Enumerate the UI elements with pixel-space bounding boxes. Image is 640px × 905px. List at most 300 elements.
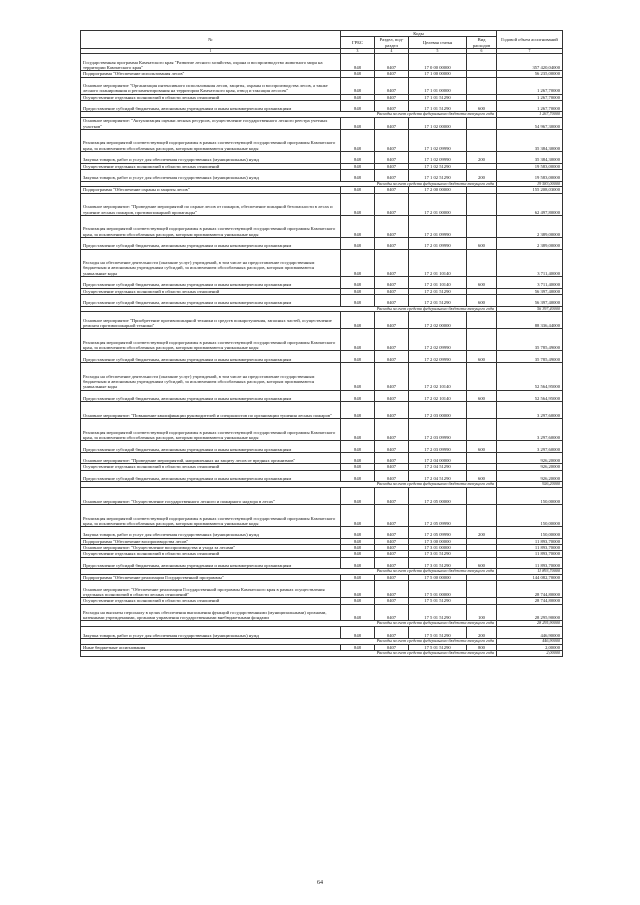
row-section: 0407 [375,187,409,193]
row-grbs: 848 [341,329,375,351]
row-name: Осуществление отдельных полномочий в области лесных отношений [81,163,341,169]
row-target: 17 2 01 51290 [409,288,467,294]
row-grbs: 848 [341,644,375,650]
row-amount: 155 208,03000 [497,187,563,193]
row-exptype: 100 [467,604,497,621]
row-amount: 3 297,60000 [497,402,563,419]
row-name: Основное мероприятие "Организация интенсивного использования лесов, защиты, охраны и воспроизводства лесов, а также лесного планирования и регламентирования на территории Камчатского края, отвод и таксация лесосек" [81,77,341,94]
row-amount: 926,20000 [497,452,563,464]
row-section: 0407 [375,288,409,294]
row-exptype [467,402,497,419]
row-exptype [467,249,497,277]
row-name: Подпрограмма "Обеспечение воспроизводства лесов" [81,538,341,544]
table-row [81,312,563,329]
row-exptype: 800 [467,644,497,650]
row-exptype: 200 [467,627,497,639]
row-amount: 11 893,70000 [497,545,563,551]
row-target: 17 2 01 10140 [409,249,467,277]
row-name: Предоставление субсидий бюджетным, автономным учреждениям и иным некоммерческим организациям [81,100,341,112]
row-target: 17 5 01 00000 [409,581,467,598]
row-name: Предоставление субсидий бюджетным, автономным учреждениям и иным некоммерческим организациям [81,441,341,453]
row-target: 17 2 02 10140 [409,363,467,391]
row-section: 0407 [375,470,409,482]
row-amount: 35 384,30000 [497,152,563,164]
row-target: 17 3 00 00000 [409,538,467,544]
row-amount: 357 420,04000 [497,54,563,71]
header-exptype: Вид расходов [467,37,497,49]
table-row [81,54,563,71]
row-exptype [467,329,497,351]
row-name: Осуществление отдельных полномочий в области лесных отношений [81,464,341,470]
table-row [81,581,563,598]
note-text: Расходы за счет средств федерального бюджета текущего года [81,621,497,627]
row-section: 0407 [375,575,409,581]
row-target: 17 2 03 09990 [409,419,467,441]
row-exptype [467,312,497,329]
table-row [81,118,563,130]
row-section: 0407 [375,604,409,621]
row-grbs: 848 [341,598,375,604]
row-name: Основное мероприятие: "Повышение квалификации руководителей и специалистов по организации тушения лесных пожаров" [81,402,341,419]
row-section: 0407 [375,215,409,237]
row-target: 17 1 02 09990 [409,152,467,164]
row-exptype: 600 [467,390,497,402]
header-grbs: ГРБС [341,37,375,49]
note-text: Расходы за счет средств федерального бюджета текущего года [81,650,497,656]
row-amount: 11 893,70000 [497,538,563,544]
row-name: Основное мероприятие: "Проведение мероприятий, направленных на защиту лесов от вредных организмов" [81,452,341,464]
table-row [81,249,563,277]
table-row [81,604,563,621]
row-target: 17 2 02 00000 [409,312,467,329]
row-target: 17 2 01 10140 [409,277,467,289]
row-target: 17 2 04 00000 [409,452,467,464]
row-grbs: 848 [341,527,375,539]
row-grbs: 848 [341,77,375,94]
row-grbs: 848 [341,94,375,100]
row-grbs: 848 [341,441,375,453]
row-name: Расходы на обеспечение деятельности (оказание услуг) учреждений, в том числе на предоставление государственным бюджетным и автономным учреждениям субсидий, за исключением обособленных расходов, которым присваиваются уникальные коды [81,249,341,277]
row-name: Реализация мероприятий соответствующей подпрограммы в рамках соответствующей государственной программы Камчатского края, за исключением обособленных расходов, которым присваиваются уникальные коды [81,419,341,441]
row-exptype: 600 [467,351,497,363]
row-name: Расходы на обеспечение деятельности (оказание услуг) учреждений, в том числе на предоставление государственным бюджетным и автономным учреждениям субсидий, за исключением обособленных расходов, которым присваиваются уникальные коды [81,363,341,391]
row-exptype: 600 [467,441,497,453]
row-grbs: 848 [341,100,375,112]
table-row [81,215,563,237]
row-amount: 926,20000 [497,464,563,470]
row-grbs: 848 [341,363,375,391]
row-target: 17 2 05 00000 [409,488,467,505]
row-target: 17 2 03 09990 [409,441,467,453]
row-section: 0407 [375,488,409,505]
row-exptype [467,118,497,130]
table-row [81,237,563,249]
row-exptype [467,193,497,215]
row-amount: 3 711,40000 [497,277,563,289]
row-section: 0407 [375,152,409,164]
row-target: 17 2 01 09990 [409,237,467,249]
index-cell: 7 [497,48,563,54]
row-target: 17 2 04 51290 [409,464,467,470]
row-grbs: 848 [341,470,375,482]
table-row [81,277,563,289]
row-amount: 144 082,70000 [497,575,563,581]
row-name: Государственная программа Камчатского края "Развитие лесного хозяйства, охрана и воспроизводство животного мира на территории Камчатского края" [81,54,341,71]
row-section: 0407 [375,193,409,215]
row-amount: 19 583,00000 [497,163,563,169]
row-name: Предоставление субсидий бюджетным, автономным учреждениям и иным некоммерческим организациям [81,351,341,363]
row-exptype: 600 [467,470,497,482]
row-section: 0407 [375,452,409,464]
index-cell: 6 [467,48,497,54]
row-target: 17 2 01 00000 [409,193,467,215]
row-name: Реализация мероприятий соответствующей подпрограммы в рамках соответствующей государственной программы Камчатского края, за исключением обособленных расходов, которым присваиваются уникальные коды [81,329,341,351]
row-amount: 2 389,00000 [497,237,563,249]
table-row [81,441,563,453]
row-name: Осуществление отдельных полномочий в области лесных отношений [81,94,341,100]
table-row [81,627,563,639]
row-amount: 56 397,40000 [497,288,563,294]
table-row [81,169,563,181]
row-grbs: 848 [341,312,375,329]
row-section: 0407 [375,169,409,181]
row-amount: 150,00000 [497,504,563,526]
row-name: Реализация мероприятий соответствующей подпрограммы в рамках соответствующей государственной программы Камчатского края, за исключением обособленных расходов, которым присваиваются уникальные коды [81,504,341,526]
row-amount: 1 267,70000 [497,77,563,94]
row-grbs: 848 [341,118,375,130]
note-text: Расходы за счет средств федерального бюджета текущего года [81,482,497,488]
row-name: Подпрограмма "Обеспечение использования лесов" [81,71,341,77]
row-name: Подпрограмма "Обеспечение реализации Государственной программы" [81,575,341,581]
row-exptype [467,215,497,237]
row-amount: 56 235,00000 [497,71,563,77]
header-num: № [81,31,341,49]
row-section: 0407 [375,312,409,329]
federal-note-row [81,650,563,656]
row-section: 0407 [375,557,409,569]
row-exptype [467,363,497,391]
row-target: 17 1 02 51290 [409,163,467,169]
row-amount: 35 384,30000 [497,129,563,151]
row-section: 0407 [375,237,409,249]
row-amount: 1 267,70000 [497,94,563,100]
row-name: Основное мероприятие: "Осуществление государственного лесного и пожарного надзора в лесах" [81,488,341,505]
row-amount: 35 785,49000 [497,351,563,363]
table-row [81,193,563,215]
row-amount: 52 564,95000 [497,390,563,402]
row-exptype [467,77,497,94]
row-name: Осуществление отдельных полномочий в области лесных отношений [81,598,341,604]
row-section: 0407 [375,390,409,402]
table-row [81,419,563,441]
row-name: Осуществление отдельных полномочий в области лесных отношений [81,551,341,557]
row-exptype: 600 [467,277,497,289]
note-text: Расходы за счет средств федерального бюджета текущего года [81,569,497,575]
row-target: 17 5 00 00000 [409,575,467,581]
table-row [81,100,563,112]
row-amount: 3 297,60000 [497,441,563,453]
table-row [81,329,563,351]
table-row [81,527,563,539]
row-amount: 1 267,70000 [497,100,563,112]
note-amount: 446,90000 [497,638,563,644]
row-target: 17 2 01 51290 [409,294,467,306]
budget-table [80,30,563,657]
row-name: Закупка товаров, работ и услуг для обеспечения государственных (муниципальных) нужд [81,169,341,181]
table-row [81,294,563,306]
row-name: Предоставление субсидий бюджетным, автономным учреждениям и иным некоммерческим организациям [81,390,341,402]
row-target: 17 3 01 51290 [409,557,467,569]
row-target: 17 3 01 00000 [409,545,467,551]
row-grbs: 848 [341,581,375,598]
row-section: 0407 [375,538,409,544]
row-grbs: 848 [341,193,375,215]
row-grbs: 848 [341,351,375,363]
row-section: 0407 [375,627,409,639]
row-amount: 28 744,80000 [497,598,563,604]
row-grbs: 848 [341,604,375,621]
row-amount: 446,90000 [497,627,563,639]
row-exptype [467,452,497,464]
row-grbs: 848 [341,627,375,639]
row-amount: 28 295,90000 [497,604,563,621]
row-grbs: 848 [341,464,375,470]
header-target: Целевая статья [409,37,467,49]
note-amount: 28 295,90000 [497,621,563,627]
row-amount: 88 336,44000 [497,312,563,329]
index-cell: 1 [81,48,341,54]
row-grbs: 848 [341,545,375,551]
row-section: 0407 [375,644,409,650]
row-exptype [467,129,497,151]
note-amount: 926,20000 [497,482,563,488]
row-section: 0407 [375,100,409,112]
row-target: 17 1 01 51290 [409,100,467,112]
row-section: 0407 [375,77,409,94]
row-amount: 11 893,70000 [497,551,563,557]
row-grbs: 848 [341,294,375,306]
row-name: Основное мероприятие: "Проведение мероприятий по охране лесов от пожаров, обеспечение пожарной безопасности в лесах и тушение лесных пожаров, противопожарной пропаганды" [81,193,341,215]
row-exptype: 600 [467,237,497,249]
row-grbs: 848 [341,71,375,77]
row-amount: 56 397,40000 [497,294,563,306]
row-amount: 35 785,49000 [497,329,563,351]
header-codes: Коды [341,31,497,37]
row-target: 17 5 01 51290 [409,627,467,639]
row-name: Основное мероприятие: "Осуществление воспроизводства и ухода за лесами" [81,545,341,551]
row-section: 0407 [375,277,409,289]
row-amount: 3 297,60000 [497,419,563,441]
index-cell: 5 [409,48,467,54]
row-target: 17 2 02 09990 [409,329,467,351]
note-amount: 56 397,40000 [497,306,563,312]
row-target: 17 2 01 09990 [409,215,467,237]
note-amount: 11 893,70000 [497,569,563,575]
note-amount: 19 583,00000 [497,181,563,187]
row-section: 0407 [375,249,409,277]
row-section: 0407 [375,163,409,169]
note-text: Расходы за счет средств федерального бюджета текущего года [81,638,497,644]
row-amount: 28 744,80000 [497,581,563,598]
note-text: Расходы за счет средств федерального бюджета текущего года [81,306,497,312]
row-target: 17 2 00 00000 [409,187,467,193]
row-target: 17 2 05 09990 [409,504,467,526]
row-grbs: 848 [341,152,375,164]
row-name: Основное мероприятие "Приобретение противопожарной техники и средств пожаротушения, запасных частей, осуществление ремонта противопожарной техники" [81,312,341,329]
row-section: 0407 [375,441,409,453]
header-section: Раздел, под-раздел [375,37,409,49]
row-grbs: 848 [341,277,375,289]
row-target: 17 5 01 51290 [409,604,467,621]
row-section: 0407 [375,363,409,391]
row-exptype: 200 [467,527,497,539]
row-section: 0407 [375,464,409,470]
row-target: 17 5 01 51290 [409,598,467,604]
table-row [81,77,563,94]
row-grbs: 848 [341,504,375,526]
row-amount: 150,00000 [497,527,563,539]
table-header [81,31,563,54]
row-exptype: 200 [467,152,497,164]
row-grbs: 848 [341,452,375,464]
table-row [81,152,563,164]
row-name: Предоставление субсидий бюджетным, автономным учреждениям и иным некоммерческим организациям [81,294,341,306]
row-grbs: 848 [341,54,375,71]
row-section: 0407 [375,527,409,539]
table-row [81,390,563,402]
row-name: Предоставление субсидий бюджетным, автономным учреждениям и иным некоммерческим организациям [81,470,341,482]
table-row [81,504,563,526]
row-section: 0407 [375,545,409,551]
table-row [81,351,563,363]
index-cell: 3 [341,48,375,54]
row-grbs: 848 [341,169,375,181]
row-grbs: 848 [341,187,375,193]
row-target: 17 1 01 51290 [409,94,467,100]
row-target: 17 2 05 09990 [409,527,467,539]
row-amount: 62 497,80000 [497,193,563,215]
row-name: Предоставление субсидий бюджетным, автономным учреждениям и иным некоммерческим организациям [81,277,341,289]
note-amount: 2,00000 [497,650,563,656]
row-amount: 926,20000 [497,470,563,482]
row-name: Расходы на выплаты персоналу в целях обеспечения выполнения функций государственными (муниципальными) органами, казенными учреждениями, органами управления государственными внебюджетными фондами [81,604,341,621]
row-name: Реализация мероприятий соответствующей подпрограммы в рамках соответствующей государственной программы Камчатского края, за исключением обособленных расходов, которым присваиваются уникальные коды [81,129,341,151]
row-exptype: 200 [467,169,497,181]
row-section: 0407 [375,581,409,598]
row-name: Закупка товаров, работ и услуг для обеспечения государственных (муниципальных) нужд [81,527,341,539]
row-grbs: 848 [341,215,375,237]
row-section: 0407 [375,504,409,526]
note-amount: 1 267,70000 [497,112,563,118]
note-text: Расходы за счет средств федерального бюджета текущего года [81,181,497,187]
row-target: 17 0 00 00000 [409,54,467,71]
budget-sheet [80,30,562,657]
row-grbs: 848 [341,390,375,402]
row-amount: 11 893,70000 [497,557,563,569]
row-section: 0407 [375,94,409,100]
row-amount: 19 583,00000 [497,169,563,181]
row-grbs: 848 [341,488,375,505]
row-name: Осуществление отдельных полномочий в области лесных отношений [81,288,341,294]
row-name: Основное мероприятие: "Обеспечение реализации Государственной программы Камчатского края в рамках осуществления отдельных полномочий в области лесных отношений" [81,581,341,598]
index-cell: 4 [375,48,409,54]
row-grbs: 848 [341,538,375,544]
row-section: 0407 [375,598,409,604]
row-grbs: 848 [341,575,375,581]
row-section: 0407 [375,71,409,77]
row-grbs: 848 [341,288,375,294]
row-section: 0407 [375,551,409,557]
row-section: 0407 [375,118,409,130]
row-name: Реализация мероприятий соответствующей подпрограммы в рамках соответствующей государственной программы Камчатского края, за исключением обособленных расходов, которым присваиваются уникальные коды [81,215,341,237]
row-target: 17 1 00 00000 [409,71,467,77]
row-exptype [467,54,497,71]
table-row [81,488,563,505]
row-target: 17 1 02 00000 [409,118,467,130]
row-amount: 150,00000 [497,488,563,505]
row-name: Иные бюджетные ассигнования [81,644,341,650]
row-grbs: 848 [341,129,375,151]
row-section: 0407 [375,351,409,363]
row-grbs: 848 [341,557,375,569]
row-target: 17 2 02 10140 [409,390,467,402]
row-name: Предоставление субсидий бюджетным, автономным учреждениям и иным некоммерческим организациям [81,237,341,249]
table-body [81,54,563,656]
row-section: 0407 [375,419,409,441]
header-volume: Годовой объем ассигнований [497,31,563,49]
row-exptype: 600 [467,294,497,306]
row-grbs: 848 [341,237,375,249]
row-section: 0407 [375,329,409,351]
row-target: 17 2 03 00000 [409,402,467,419]
row-exptype [467,419,497,441]
table-row [81,557,563,569]
row-amount: 54 967,30000 [497,118,563,130]
row-target: 17 1 01 00000 [409,77,467,94]
row-target: 17 2 02 09990 [409,351,467,363]
row-name: Предоставление субсидий бюджетным, автономным учреждениям и иным некоммерческим организациям [81,557,341,569]
table-row [81,402,563,419]
row-exptype: 600 [467,557,497,569]
row-target: 17 1 02 09990 [409,129,467,151]
row-exptype [467,504,497,526]
row-name: Основное мероприятие: "Актуализация оценки лесных ресурсов, осуществление государственного лесного реестра учетных участков" [81,118,341,130]
table-row [81,452,563,464]
row-section: 0407 [375,294,409,306]
row-exptype: 600 [467,100,497,112]
row-target: 17 2 04 51290 [409,470,467,482]
note-text: Расходы за счет средств федерального бюджета текущего года [81,112,497,118]
row-amount: 2,00000 [497,644,563,650]
table-row [81,129,563,151]
row-grbs: 848 [341,163,375,169]
table-row [81,470,563,482]
row-name: Закупка товаров, работ и услуг для обеспечения государственных (муниципальных) нужд [81,627,341,639]
row-grbs: 848 [341,551,375,557]
row-amount: 2 389,00000 [497,215,563,237]
row-grbs: 848 [341,419,375,441]
row-section: 0407 [375,129,409,151]
row-target: 17 1 02 51290 [409,169,467,181]
page-number: 64 [317,880,323,886]
row-exptype [467,488,497,505]
row-name: Подпрограмма "Обеспечение охраны и защиты лесов" [81,187,341,193]
row-amount: 52 564,95000 [497,363,563,391]
row-section: 0407 [375,402,409,419]
row-grbs: 848 [341,249,375,277]
row-exptype [467,581,497,598]
row-name: Закупка товаров, работ и услуг для обеспечения государственных (муниципальных) нужд [81,152,341,164]
